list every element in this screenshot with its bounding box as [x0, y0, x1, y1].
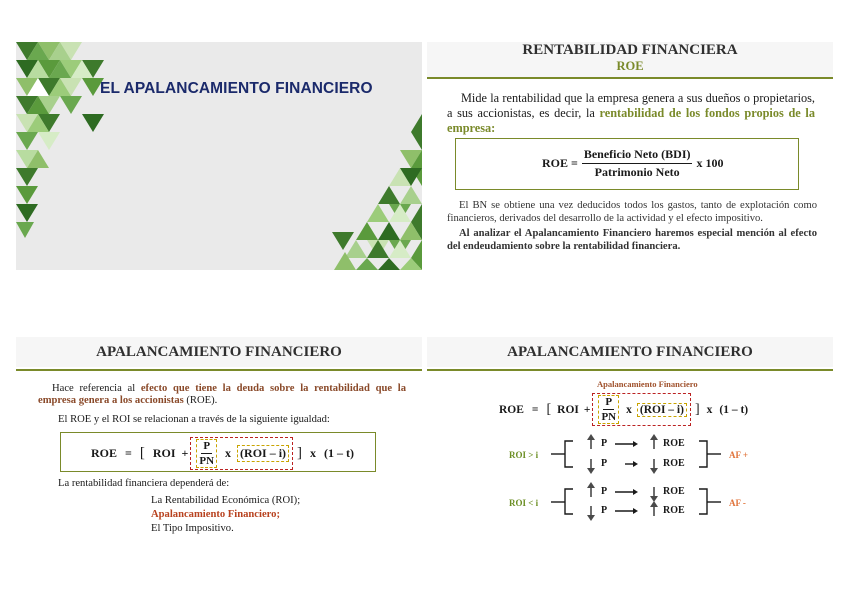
case-p: P	[601, 486, 608, 497]
leverage-label: Apalancamiento Financiero	[597, 379, 698, 389]
formula-times: x	[706, 403, 713, 416]
case-condition: ROI > i	[509, 450, 539, 460]
paragraph-definition	[38, 383, 406, 406]
formula-fraction	[582, 147, 693, 180]
slide-heading: APALANCAMIENTO FINANCIERO	[507, 344, 753, 360]
formula-roe: ROE	[499, 403, 524, 416]
slide-apalancamiento-def	[16, 337, 422, 547]
case-condition: ROI < i	[509, 498, 539, 508]
formula-times: x	[310, 446, 317, 460]
formula-eq: =	[531, 403, 539, 416]
header-rule	[16, 369, 422, 371]
roe-roi-formula	[499, 393, 748, 426]
paragraph-relation: El ROE y el ROI se relacionan a través de la siguiente igualdad:	[58, 414, 330, 425]
formula-bracket: [	[546, 401, 552, 417]
formula-times: x	[626, 403, 632, 416]
arrow-up-icon	[587, 482, 595, 488]
fraction-p: P	[203, 440, 211, 452]
formula-bracket: ]	[694, 401, 700, 417]
formula-bracket: ]	[297, 445, 303, 461]
case-result: AF -	[729, 498, 746, 508]
case-p: P	[601, 438, 608, 449]
text-run: Mide la rentabilidad que la empresa genera a sus dueños o propietarios, a sus accionistas, es decir, la	[447, 91, 815, 120]
highlight-text: efecto que tiene la deuda sobre la rentabilidad que la empresa genera a los accionistas	[38, 383, 406, 406]
leverage-dashed-box	[592, 393, 691, 426]
formula-times: x	[225, 446, 232, 460]
formula-denominator: Patrimonio Neto	[594, 165, 680, 179]
left-bracket-icon	[565, 489, 573, 514]
list-item: La Rentabilidad Económica (ROI);	[151, 495, 301, 506]
formula-tax: (1 – t)	[719, 403, 749, 416]
list-item: El Tipo Impositivo.	[151, 523, 234, 534]
triangle-pattern-decoration	[16, 42, 422, 270]
slide-rentabilidad-financiera	[427, 42, 833, 257]
slide-apalancamiento-cases	[427, 337, 833, 547]
left-bracket-icon	[565, 441, 573, 467]
case-roe: ROE	[663, 486, 685, 497]
case-roe: ROE	[663, 438, 685, 449]
paragraph-analysis: Al analizar el Apalancamiento Financiero haremos especial mención al efecto del endeudamiento sobre la rentabilidad financiera.	[447, 228, 817, 252]
arrow-down-icon	[587, 515, 595, 521]
formula-numerator: Beneficio Neto (BDI)	[582, 147, 693, 164]
formula-diff: (ROI – i)	[637, 403, 687, 417]
case-roe: ROE	[663, 458, 685, 469]
right-bracket-icon	[699, 489, 707, 514]
roe-formula	[542, 147, 723, 180]
slide-title-text: EL APALANCAMIENTO FINANCIERO	[100, 80, 373, 97]
arrow-right-icon	[633, 489, 638, 495]
formula-bracket: [	[139, 445, 145, 461]
text-run: (ROE).	[183, 394, 218, 406]
highlight-text: rentabilidad de los fondos propios de la empresa:	[447, 106, 815, 135]
formula-eq: =	[125, 446, 132, 460]
paragraph-depends: La rentabilidad financiera dependerá de:	[58, 478, 230, 489]
formula-plus: +	[583, 403, 591, 416]
paragraph-bn: El BN se obtiene una vez deducidos todos los gastos, tanto de explotación como financieros, derivados del desarrollo de la actividad y el efecto impositivo.	[447, 200, 817, 224]
leverage-fraction	[598, 395, 619, 424]
formula-plus: +	[181, 446, 189, 460]
roe-roi-formula-box	[60, 432, 376, 472]
roe-formula-box	[455, 138, 799, 190]
slide-subheading: ROE	[616, 59, 644, 73]
arrow-down-icon	[650, 496, 658, 502]
text-run: Hace referencia al	[52, 383, 141, 394]
fraction-p: P	[605, 396, 613, 408]
fraction-pn: PN	[199, 455, 215, 467]
right-bracket-icon	[699, 441, 707, 467]
arrow-right-icon	[633, 441, 638, 447]
slide-heading: RENTABILIDAD FINANCIERA	[522, 42, 738, 58]
arrow-up-icon	[650, 434, 658, 440]
arrow-up-icon	[587, 434, 595, 440]
case-p: P	[601, 458, 608, 469]
formula-diff: (ROI – i)	[237, 445, 289, 462]
leverage-dashed-box	[190, 437, 293, 470]
formula-rhs: x 100	[696, 156, 724, 170]
formula-roi: ROI	[152, 446, 176, 460]
arrow-down-icon	[587, 468, 595, 474]
arrow-up-icon	[650, 501, 658, 507]
fraction-pn: PN	[601, 411, 617, 423]
slide-heading: APALANCAMIENTO FINANCIERO	[96, 344, 342, 360]
arrow-right-icon	[633, 508, 638, 514]
list-item: Apalancamiento Financiero;	[151, 509, 280, 520]
roe-roi-formula	[91, 437, 354, 470]
leverage-fraction	[196, 439, 217, 468]
case-roe: ROE	[663, 505, 685, 516]
formula-roe: ROE	[91, 446, 118, 460]
slide-title	[16, 42, 422, 270]
header-rule	[427, 77, 833, 79]
header-rule	[427, 369, 833, 371]
formula-roi: ROI	[557, 403, 579, 416]
arrow-down-icon	[650, 468, 658, 474]
case-result: AF +	[729, 450, 749, 460]
paragraph-definition	[447, 91, 815, 136]
case-p: P	[601, 505, 608, 516]
formula-lhs: ROE =	[542, 156, 578, 170]
formula-tax: (1 – t)	[324, 446, 355, 460]
arrow-right-icon	[633, 461, 638, 467]
